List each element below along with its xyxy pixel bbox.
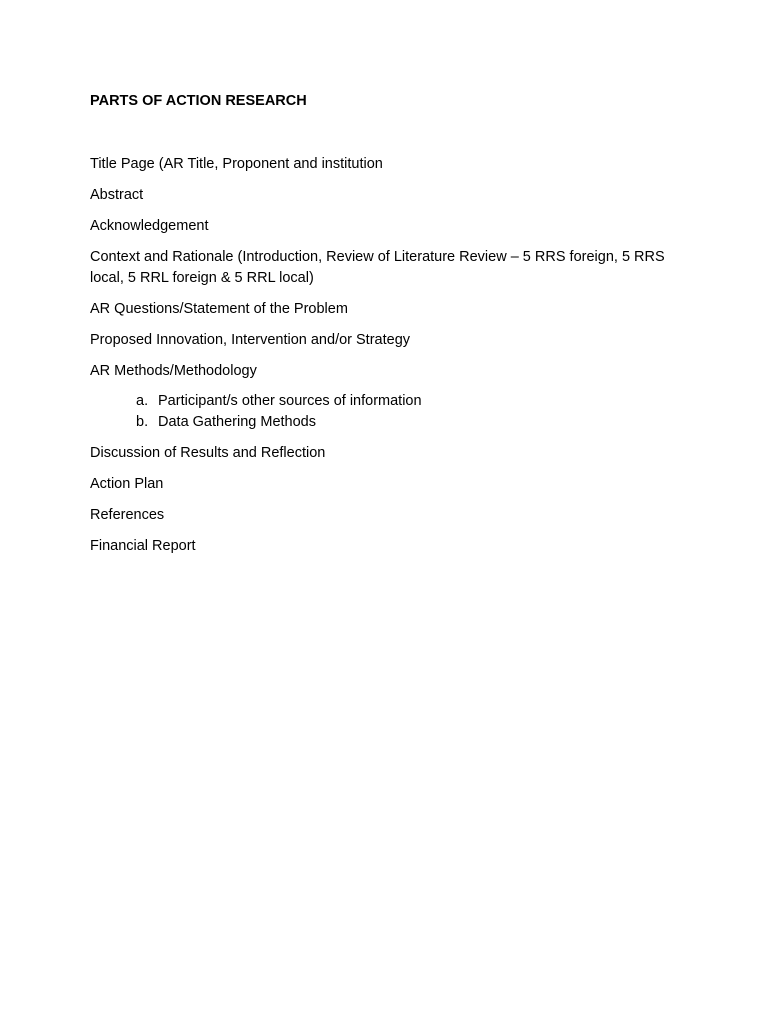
list-item-discussion: Discussion of Results and Reflection: [90, 445, 326, 461]
list-item-financial-report: Financial Report: [90, 538, 196, 554]
list-item-abstract: Abstract: [90, 187, 144, 203]
list-item-ar-questions: AR Questions/Statement of the Problem: [90, 301, 348, 317]
list-item-proposed-innovation: Proposed Innovation, Intervention and/or Strategy: [90, 332, 411, 348]
sub-item-marker: a.: [136, 393, 149, 409]
list-item-acknowledgement: Acknowledgement: [90, 218, 209, 234]
sub-item-text: Data Gathering Methods: [158, 414, 316, 430]
list-item-ar-methods: AR Methods/Methodology: [90, 363, 257, 379]
list-item-context-rationale: Context and Rationale (Introduction, Review of Literature Review – 5 RRS foreign, 5 RRS local, 5 RRL foreign & 5 RRL local): [90, 249, 665, 286]
document-title: PARTS OF ACTION RESEARCH: [90, 93, 307, 109]
list-item-title-page: Title Page (AR Title, Proponent and institution: [90, 156, 383, 172]
sub-item-text: Participant/s other sources of information: [158, 393, 422, 409]
sub-item-marker: b.: [136, 414, 149, 430]
list-item-references: References: [90, 507, 165, 523]
list-item-action-plan: Action Plan: [90, 476, 164, 492]
